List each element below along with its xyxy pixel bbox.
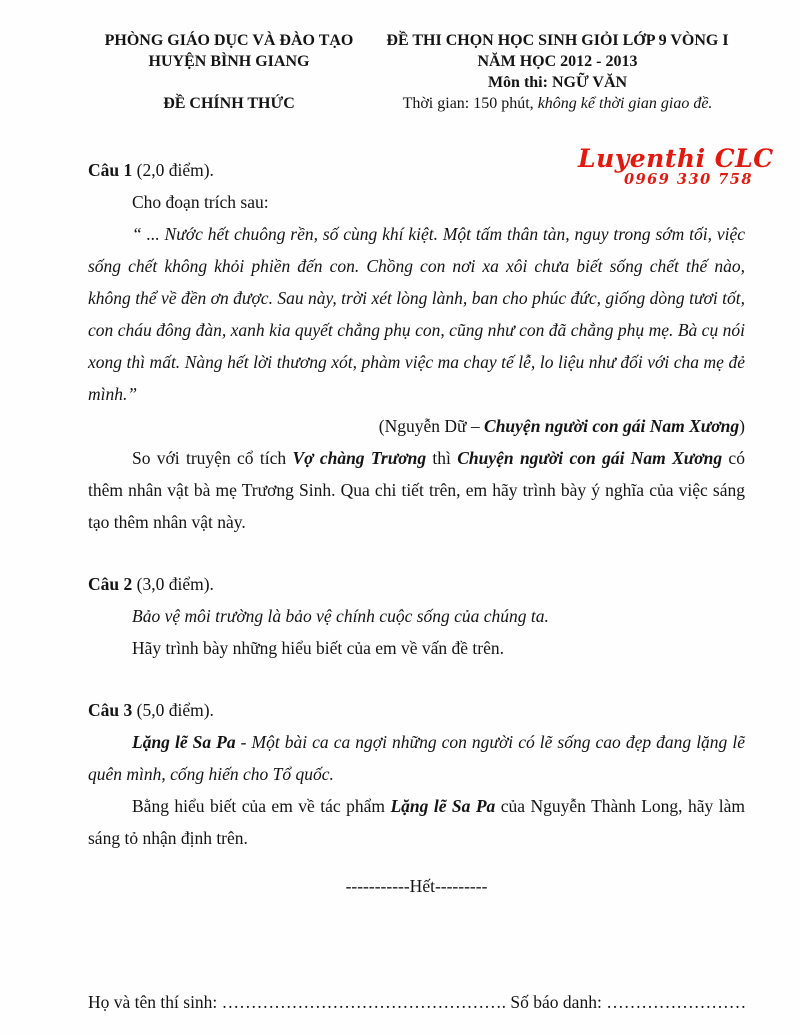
duration-line [370,93,745,114]
question-3-task [88,790,745,854]
document-header [88,30,745,114]
question-1-quote: “ ... Nước hết chuông rền, số cùng khí kiệt. Một tấm thân tàn, nguy trong sớm tối, việc sống chết không khỏi phiền đến con. Chồng con nơi xa xôi chưa biết sống chết thế nào, không thể về đền ơn được. Sau này, trời xét lòng lành, ban cho phúc đức, giống dòng tươi tốt, con cháu đông đàn, xanh kia quyết chẳng phụ con, cũng như con đã chẳng phụ mẹ. Bà cụ nói xong thì mất. Nàng hết lời thương xót, phàm việc ma chay tế lễ, lo liệu như đối với cha mẹ đẻ mình.” [88,224,745,404]
text-run: của Nguyễn Thành Long, hãy làm sáng tỏ nhận định trên. [88,796,745,848]
question-2-task: Hãy trình bày những hiểu biết của em về vấn đề trên. [132,638,505,658]
exam-title-block [370,30,745,114]
exam-body [88,154,745,1018]
text-run: (2,0 điểm). [132,160,214,180]
text-run: Bằng hiểu biết của em về tác phẩm [132,796,391,816]
text-run: có thêm nhân vật bà mẹ Trương Sinh. Qua chi tiết trên, em hãy trình bày ý nghĩa của việc sáng tạo thêm nhân vật này. [88,448,745,532]
registration-number-dotted-line: …………………… [606,992,747,1012]
subject-line: Môn thi: NGỮ VĂN [487,74,628,91]
watermark-phone-number: 0969 330 758 [624,171,753,189]
question-2-statement: Bảo vệ môi trường là bảo vệ chính cuộc sống của chúng ta. [132,606,549,626]
exam-title: ĐỀ THI CHỌN HỌC SINH GIỎI LỚP 9 VÒNG I [386,32,729,49]
text-run: So với truyện cổ tích [132,448,293,468]
text-run: Lặng lẽ Sa Pa [390,796,496,816]
org-name-line1: PHÒNG GIÁO DỤC VÀ ĐÀO TẠO [104,32,354,49]
text-run: Câu 2 [88,574,133,594]
text-run: Câu 3 [88,700,133,720]
text-run: (3,0 điểm). [132,574,214,594]
text-run: (5,0 điểm). [132,700,214,720]
text-run: ) [739,416,745,436]
text-run: Chuyện người con gái Nam Xương [484,416,740,436]
question-2-heading [88,568,745,600]
end-of-exam-marker: -----------Hết--------- [345,876,488,896]
candidate-name-label: Họ và tên thí sinh: [88,992,222,1012]
quote-attribution [88,410,745,442]
question-3-heading [88,694,745,726]
question-1-task [88,442,745,538]
text-run: - Một bài ca ca ngợi những con người có lẽ sống cao đẹp đang lặng lẽ quên mình, cống hiến cho Tổ quốc. [88,732,745,784]
text-run: không kể thời gian giao đề. [537,95,713,112]
text-run: thì [426,448,458,468]
text-run: Vợ chàng Trương [292,448,427,468]
luyenthi-watermark [578,146,774,187]
text-run: Chuyện người con gái Nam Xương [457,448,723,468]
text-run: Câu 1 [88,160,133,180]
question-1-intro: Cho đoạn trích sau: [132,192,269,212]
issuing-org-block [88,30,370,114]
candidate-info-line [88,986,745,1018]
question-3-statement [88,726,745,790]
org-name-line2: HUYỆN BÌNH GIANG [148,53,310,70]
text-run: (Nguyễn Dữ – [378,416,485,436]
exam-type-label: ĐỀ CHÍNH THỨC [163,95,295,112]
watermark-brand-text: Luyenthi CLC [578,144,774,173]
candidate-name-dotted-line: …………………………………………. [221,992,507,1012]
text-run: Lặng lẽ Sa Pa [132,732,236,752]
school-year-line: NĂM HỌC 2012 - 2013 [477,53,638,70]
text-run: Thời gian: 150 phút, [402,95,538,112]
registration-number-label: Số báo danh: [506,992,607,1012]
